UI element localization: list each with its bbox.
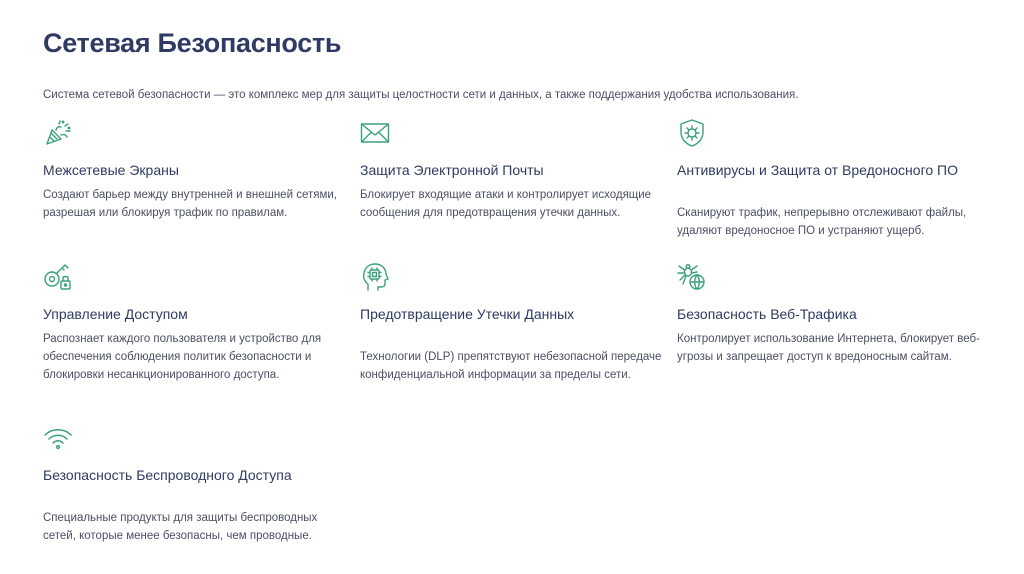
card-title: Антивирусы и Защита от Вредоносного ПО bbox=[677, 162, 959, 178]
card-title: Безопасность Веб-Трафика bbox=[677, 306, 857, 322]
wifi-icon bbox=[43, 424, 73, 454]
spider-globe-icon bbox=[677, 262, 707, 292]
envelope-icon bbox=[360, 118, 390, 148]
party-popper-icon bbox=[43, 118, 73, 148]
card-description: Специальные продукты для защиты беспроводных сетей, которые менее безопасны, чем проводные. bbox=[43, 512, 318, 542]
page-title: Сетевая Безопасность bbox=[43, 28, 342, 58]
card-description: Создают барьер между внутренней и внешней сетями, разрешая или блокируя трафик по правилам. bbox=[43, 189, 337, 219]
card-title: Управление Доступом bbox=[43, 306, 188, 322]
card-description: Технологии (DLP) препятствуют небезопасной передаче конфиденциальной информации за пределы сети. bbox=[360, 351, 662, 381]
card-title: Защита Электронной Почты bbox=[360, 162, 544, 178]
card-description: Блокирует входящие атаки и контролирует исходящие сообщения для предотвращения утечки данных. bbox=[360, 189, 652, 219]
card-title: Межсетевые Экраны bbox=[43, 162, 179, 178]
key-lock-icon bbox=[43, 262, 73, 292]
card-description: Сканируют трафик, непрерывно отслеживают файлы, удаляют вредоносное ПО и устраняют ущерб. bbox=[677, 207, 967, 237]
card-title: Предотвращение Утечки Данных bbox=[360, 306, 575, 322]
card-description: Контролирует использование Интернета, блокирует веб-угрозы и запрещает доступ к вредоносным сайтам. bbox=[677, 333, 980, 363]
intro-text: Система сетевой безопасности — это комплекс мер для защиты целостности сети и данных, а также поддержания удобства использования. bbox=[43, 89, 799, 101]
head-chip-icon bbox=[360, 262, 390, 292]
card-description: Распознает каждого пользователя и устройство для обеспечения соблюдения политик безопасности и блокировки несанкционированного доступа. bbox=[43, 333, 322, 381]
shield-virus-icon bbox=[677, 118, 707, 148]
card-title: Безопасность Беспроводного Доступа bbox=[43, 467, 292, 483]
